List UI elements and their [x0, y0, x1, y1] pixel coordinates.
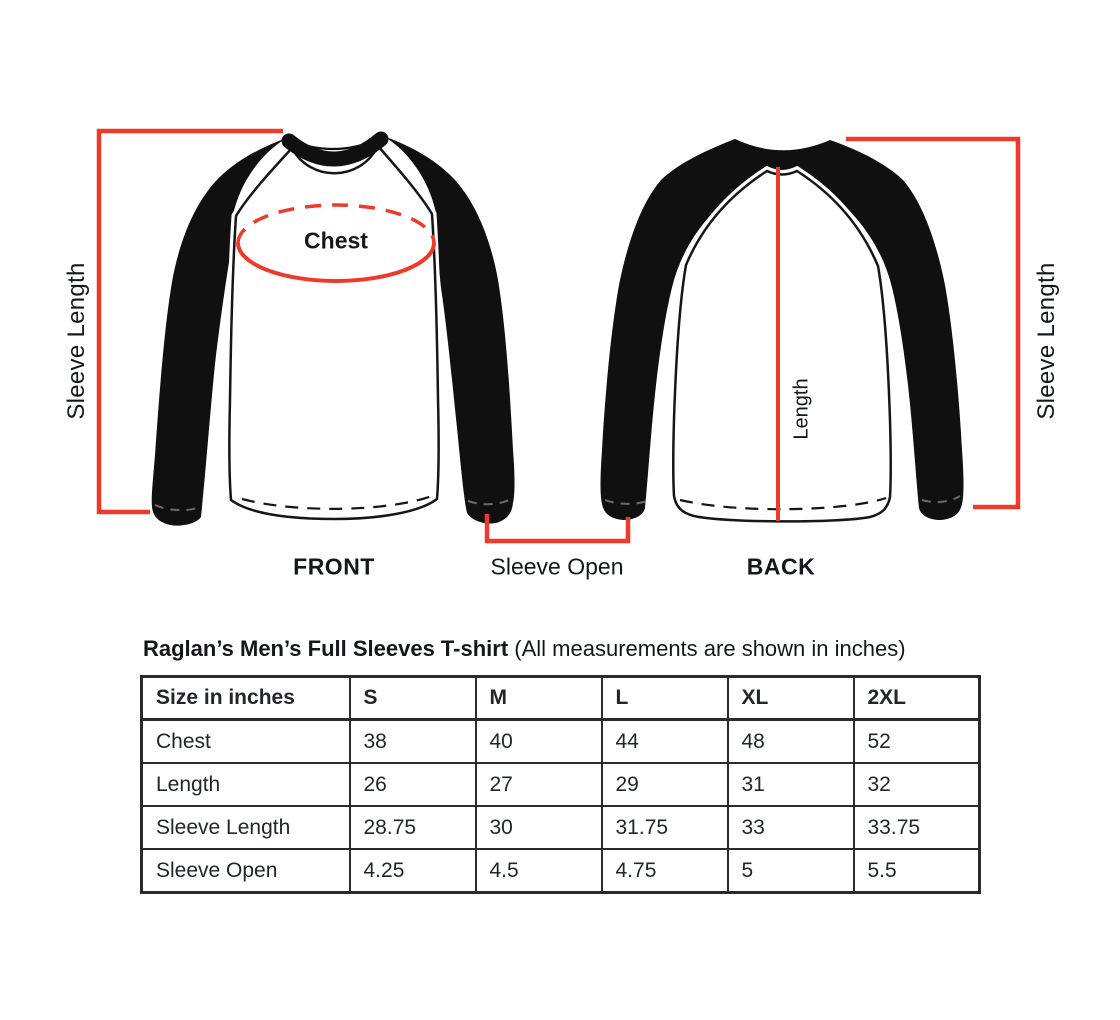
cell-value: 33.75 [854, 806, 980, 849]
chest-label: Chest [304, 227, 368, 254]
row-label: Sleeve Open [142, 849, 350, 893]
cell-value: 31.75 [602, 806, 728, 849]
cell-value: 33 [728, 806, 854, 849]
front-body-outline [229, 146, 438, 519]
sleeve-open-bracket [487, 514, 628, 541]
caption-note: (All measurements are shown in inches) [514, 636, 906, 661]
row-label: Sleeve Length [142, 806, 350, 849]
table-caption [143, 636, 906, 662]
table-row-sleeve-length [142, 806, 980, 849]
sleeve-length-left-label: Sleeve Length [63, 262, 90, 420]
cell-value: 44 [602, 720, 728, 764]
cell-value: 30 [476, 806, 602, 849]
col-header-s: S [350, 677, 476, 720]
cell-value: 32 [854, 763, 980, 806]
cell-value: 27 [476, 763, 602, 806]
col-header-l: L [602, 677, 728, 720]
cell-value: 4.75 [602, 849, 728, 893]
size-table-header-row [142, 677, 980, 720]
cell-value: 26 [350, 763, 476, 806]
front-shirt-illustration [152, 136, 515, 526]
cell-value: 52 [854, 720, 980, 764]
table-row-sleeve-open [142, 849, 980, 893]
cell-value: 48 [728, 720, 854, 764]
row-label: Chest [142, 720, 350, 764]
table-row-chest [142, 720, 980, 764]
cell-value: 4.25 [350, 849, 476, 893]
cell-value: 40 [476, 720, 602, 764]
row-label: Length [142, 763, 350, 806]
cell-value: 5.5 [854, 849, 980, 893]
col-header-xl: XL [728, 677, 854, 720]
front-label: FRONT [293, 553, 375, 580]
col-header-2xl: 2XL [854, 677, 980, 720]
cell-value: 38 [350, 720, 476, 764]
caption-title: Raglan’s Men’s Full Sleeves T-shirt [143, 636, 509, 661]
sleeve-length-right-label: Sleeve Length [1033, 262, 1060, 420]
cell-value: 28.75 [350, 806, 476, 849]
col-header-m: M [476, 677, 602, 720]
back-shirt-illustration [601, 139, 964, 521]
sleeve-open-label: Sleeve Open [490, 553, 624, 580]
cell-value: 29 [602, 763, 728, 806]
cell-value: 4.5 [476, 849, 602, 893]
size-table [140, 675, 981, 894]
cell-value: 31 [728, 763, 854, 806]
back-label: BACK [746, 553, 816, 580]
col-header-size: Size in inches [142, 677, 350, 720]
table-row-length [142, 763, 980, 806]
length-label: Length [790, 378, 813, 440]
cell-value: 5 [728, 849, 854, 893]
